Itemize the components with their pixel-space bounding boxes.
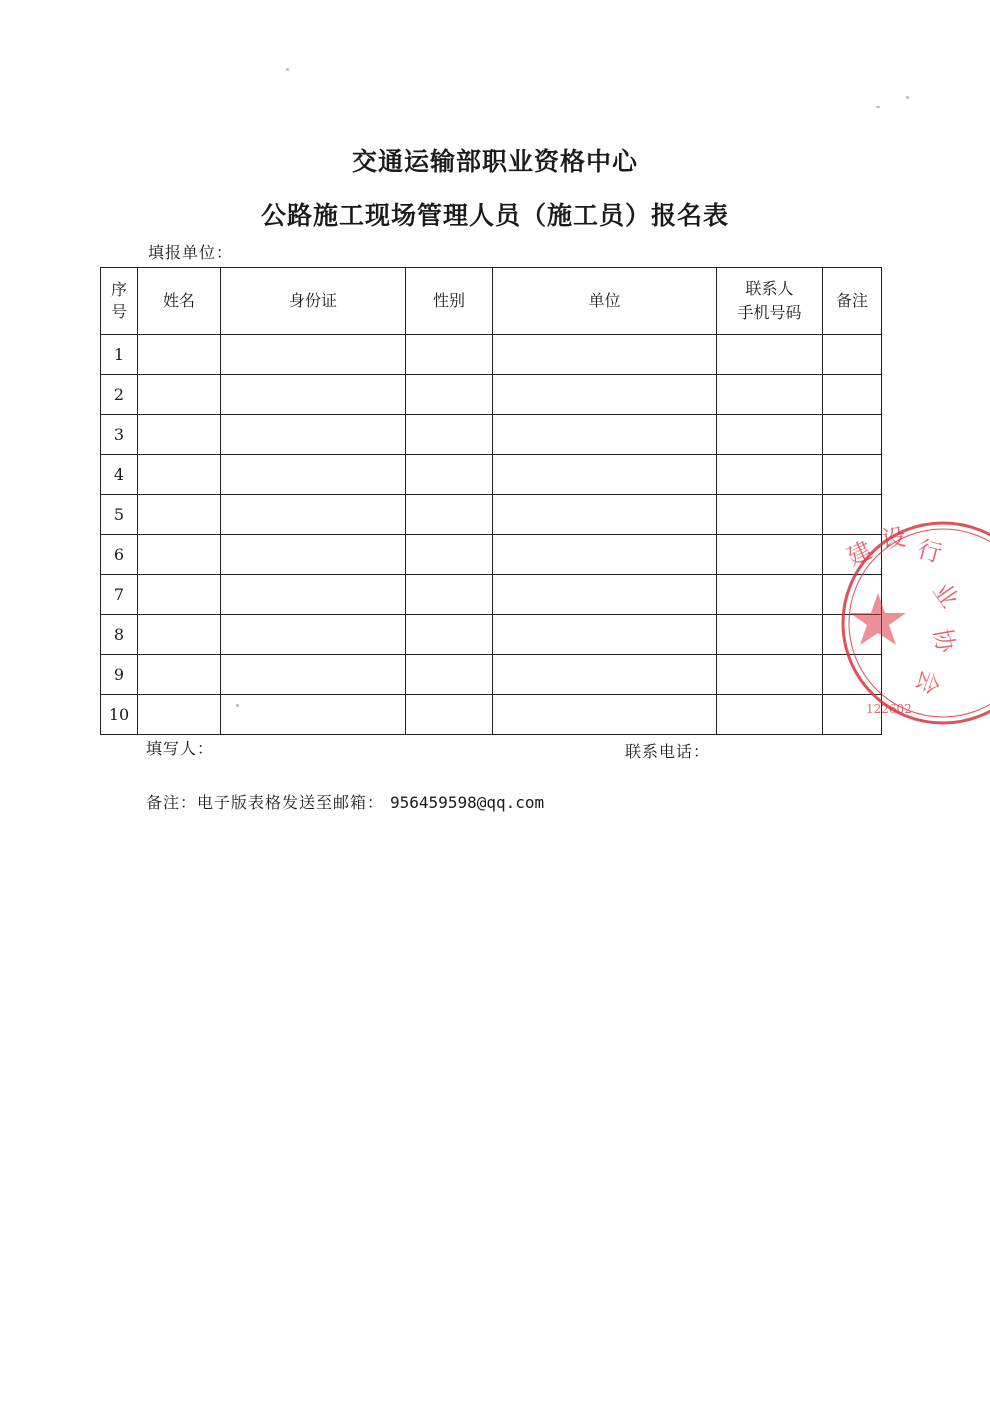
header-remark: 备注	[823, 268, 882, 335]
cell-gender[interactable]	[406, 335, 493, 375]
cell-remark[interactable]	[823, 415, 882, 455]
cell-name[interactable]	[138, 535, 221, 575]
row-number: 9	[101, 655, 138, 695]
table-row	[101, 615, 882, 655]
cell-gender[interactable]	[406, 415, 493, 455]
registration-table	[100, 267, 882, 735]
row-number: 5	[101, 495, 138, 535]
cell-unit[interactable]	[493, 535, 717, 575]
cell-name[interactable]	[138, 615, 221, 655]
row-number: 4	[101, 455, 138, 495]
cell-id-card[interactable]	[221, 575, 406, 615]
cell-id-card[interactable]	[221, 455, 406, 495]
cell-contact-phone[interactable]	[717, 415, 823, 455]
cell-name[interactable]	[138, 695, 221, 735]
contact-phone-label: 联系电话：	[625, 742, 711, 761]
cell-contact-phone[interactable]	[717, 495, 823, 535]
header-seq: 序号	[101, 268, 138, 335]
cell-gender[interactable]	[406, 535, 493, 575]
svg-text:协: 协	[928, 626, 960, 655]
svg-text:业: 业	[927, 577, 964, 614]
row-number: 1	[101, 335, 138, 375]
cell-remark[interactable]	[823, 335, 882, 375]
cell-gender[interactable]	[406, 495, 493, 535]
cell-id-card[interactable]	[221, 615, 406, 655]
email-address: 956459598@qq.com	[390, 793, 545, 812]
cell-contact-phone[interactable]	[717, 615, 823, 655]
table-row	[101, 695, 882, 735]
cell-unit[interactable]	[493, 375, 717, 415]
scan-speck	[286, 68, 289, 71]
row-number: 3	[101, 415, 138, 455]
header-id-card: 身份证	[221, 268, 406, 335]
cell-gender[interactable]	[406, 615, 493, 655]
table-row	[101, 375, 882, 415]
cell-id-card[interactable]	[221, 655, 406, 695]
table-row	[101, 415, 882, 455]
cell-id-card[interactable]	[221, 695, 406, 735]
table-row	[101, 455, 882, 495]
cell-name[interactable]	[138, 455, 221, 495]
table-row	[101, 335, 882, 375]
cell-unit[interactable]	[493, 695, 717, 735]
row-number: 7	[101, 575, 138, 615]
cell-contact-phone[interactable]	[717, 695, 823, 735]
cell-gender[interactable]	[406, 695, 493, 735]
table-row	[101, 535, 882, 575]
cell-unit[interactable]	[493, 615, 717, 655]
svg-text:会: 会	[910, 665, 945, 699]
svg-text:设: 设	[879, 522, 908, 554]
cell-contact-phone[interactable]	[717, 335, 823, 375]
cell-id-card[interactable]	[221, 495, 406, 535]
cell-unit[interactable]	[493, 655, 717, 695]
cell-contact-phone[interactable]	[717, 535, 823, 575]
cell-contact-phone[interactable]	[717, 375, 823, 415]
cell-name[interactable]	[138, 495, 221, 535]
row-number: 6	[101, 535, 138, 575]
row-number: 2	[101, 375, 138, 415]
cell-gender[interactable]	[406, 375, 493, 415]
scan-speck	[236, 704, 239, 707]
table-row	[101, 575, 882, 615]
header-gender: 性别	[406, 268, 493, 335]
header-contact-phone: 联系人 手机号码	[717, 268, 823, 335]
header-name: 姓名	[138, 268, 221, 335]
cell-gender[interactable]	[406, 655, 493, 695]
fill-unit-label: 填报单位：	[148, 243, 234, 262]
cell-gender[interactable]	[406, 455, 493, 495]
cell-unit[interactable]	[493, 575, 717, 615]
cell-unit[interactable]	[493, 415, 717, 455]
cell-name[interactable]	[138, 415, 221, 455]
signer-label: 填写人：	[146, 739, 215, 758]
table-header-row	[101, 268, 882, 335]
cell-remark[interactable]	[823, 455, 882, 495]
row-number: 10	[101, 695, 138, 735]
table-row	[101, 495, 882, 535]
scan-speck	[876, 106, 880, 108]
svg-text:行: 行	[914, 534, 945, 569]
cell-gender[interactable]	[406, 575, 493, 615]
document-subtitle: 公路施工现场管理人员（施工员）报名表	[260, 201, 729, 230]
scan-speck	[906, 96, 909, 99]
header-unit: 单位	[493, 268, 717, 335]
cell-name[interactable]	[138, 575, 221, 615]
seal-stamp-icon	[838, 518, 990, 728]
cell-unit[interactable]	[493, 335, 717, 375]
cell-name[interactable]	[138, 655, 221, 695]
document-title: 交通运输部职业资格中心	[351, 147, 638, 176]
email-note-label: 备注：电子版表格发送至邮箱：	[146, 793, 385, 812]
cell-id-card[interactable]	[221, 535, 406, 575]
svg-text:建: 建	[842, 535, 877, 572]
cell-contact-phone[interactable]	[717, 655, 823, 695]
cell-contact-phone[interactable]	[717, 575, 823, 615]
cell-unit[interactable]	[493, 455, 717, 495]
cell-id-card[interactable]	[221, 375, 406, 415]
cell-unit[interactable]	[493, 495, 717, 535]
table-row	[101, 655, 882, 695]
cell-name[interactable]	[138, 375, 221, 415]
email-note	[146, 790, 544, 813]
cell-remark[interactable]	[823, 375, 882, 415]
cell-name[interactable]	[138, 335, 221, 375]
cell-contact-phone[interactable]	[717, 455, 823, 495]
row-number: 8	[101, 615, 138, 655]
svg-text:122602: 122602	[866, 702, 912, 716]
cell-id-card[interactable]	[221, 415, 406, 455]
cell-id-card[interactable]	[221, 335, 406, 375]
